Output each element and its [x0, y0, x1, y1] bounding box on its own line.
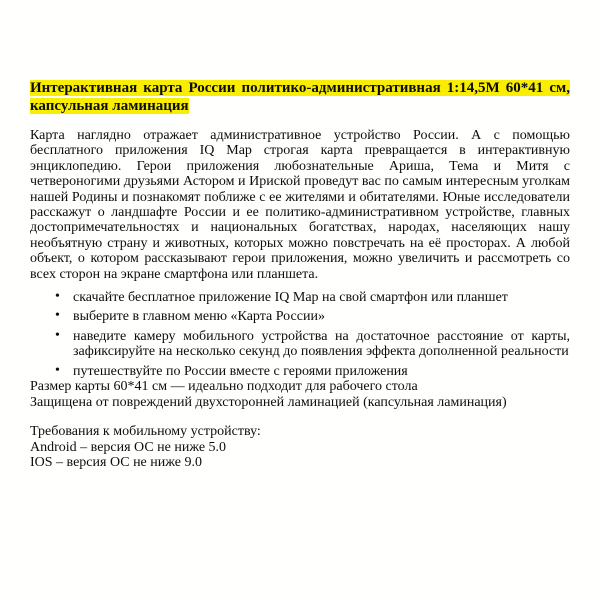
bullet-icon: •	[55, 308, 60, 324]
requirements-ios-line: IOS – версия ОС не ниже 9.0	[30, 455, 202, 471]
requirements-heading: Требования к мобильному устройству:	[30, 424, 261, 440]
highlighted-title-text: капсульная ламинация	[30, 98, 189, 114]
blank-line	[30, 410, 570, 424]
bullet-icon: •	[55, 327, 60, 343]
highlighted-title-text: Интерактивная карта России политико-административная 1:14,5М 60*41 см,	[30, 80, 570, 96]
list-item-text: наведите камеру мобильного устройства на достаточное расстояние от карты, зафиксируйте на несколько секунд до появления эффекта дополненной реальности	[73, 328, 570, 360]
feature-list	[30, 290, 570, 379]
list-item	[30, 329, 570, 360]
document-page	[30, 0, 570, 471]
map-size-line: Размер карты 60*41 см — идеально подходит для рабочего стола	[30, 379, 418, 395]
product-title-line-1	[30, 79, 570, 97]
bullet-icon: •	[55, 289, 60, 305]
bullet-icon: •	[55, 362, 60, 378]
product-title	[30, 79, 570, 115]
list-item	[30, 309, 570, 324]
list-item	[30, 364, 570, 379]
list-item	[30, 290, 570, 305]
lamination-line: Защищена от повреждений двухсторонней ламинацией (капсульная ламинация)	[30, 394, 507, 410]
requirements-android-line: Android – версия ОС не ниже 5.0	[30, 439, 227, 455]
list-item-text: скачайте бесплатное приложение IQ Map на свой смартфон или планшет	[73, 290, 508, 306]
list-item-text: путешествуйте по России вместе с героями приложения	[73, 363, 408, 379]
product-title-line-2	[30, 97, 570, 115]
intro-paragraph: Карта наглядно отражает административное устройство России. А с помощью бесплатного приложения IQ Map строгая карта превращается в интерактивную энциклопедию. Герои приложения любознательные Ариша, Тема и Митя с четвероногими друзьями Астором и Ириской проведут вас по самым интересным уголкам нашей Родины и познакомят поближе с ее жителями и обитателями. Юные исследователи расскажут о ландшафте России и ее политико-административном устройстве, главных достопримечательностях и национальных богатствах, народах, населяющих нашу необъятную страну и животных, которых можно повстречать на её просторах. А любой объект, о котором рассказывают герои приложения, можно увеличить и рассмотреть со всех сторон на экране смартфона или планшета.	[30, 128, 570, 282]
list-item-text: выберите в главном меню «Карта России»	[73, 309, 325, 325]
